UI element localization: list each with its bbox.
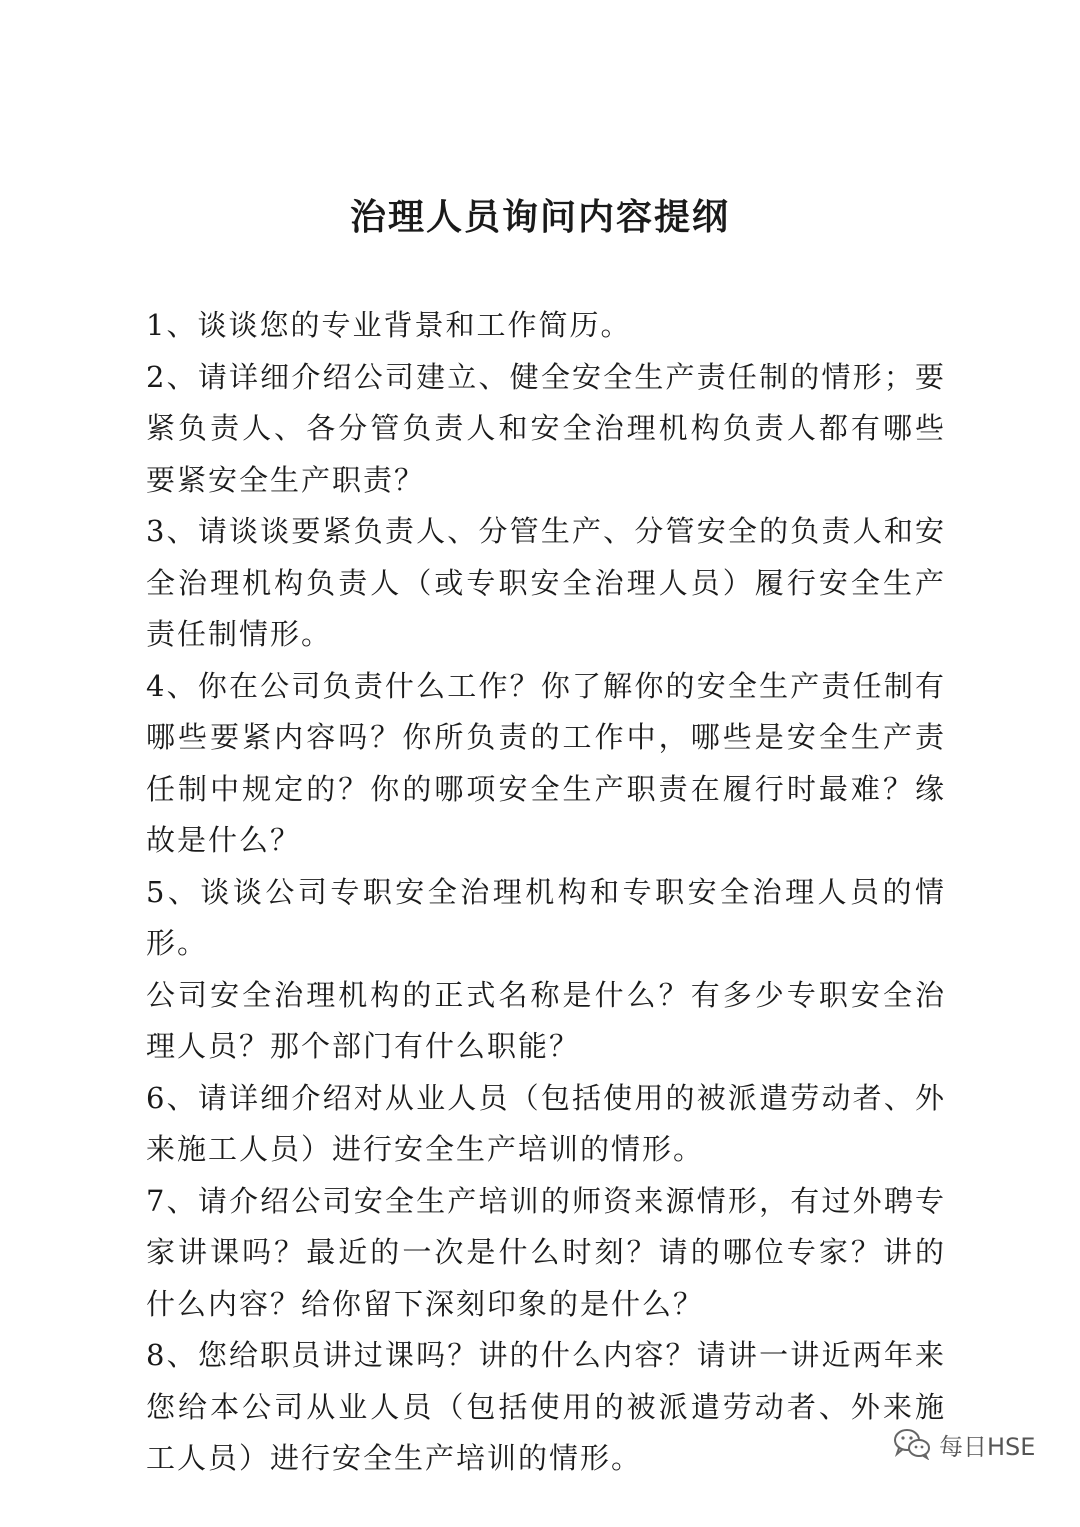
paragraph-4: 4、你在公司负责什么工作？你了解你的安全生产责任制有哪些要紧内容吗？你所负责的工作中，哪些是安全生产责任制中规定的？你的哪项安全生产职责在履行时最难？缘故是什么？	[146, 668, 946, 857]
document-body	[146, 300, 946, 1485]
paragraph-8: 8、您给职员讲过课吗？讲的什么内容？请讲一讲近两年来您给本公司从业人员（包括使用的被派遣劳动者、外来施工人员）进行安全生产培训的情形。	[146, 1338, 946, 1475]
paragraph-6: 6、请详细介绍对从业人员（包括使用的被派遣劳动者、外来施工人员）进行安全生产培训的情形。	[146, 1080, 946, 1166]
paragraph-3: 3、请谈谈要紧负责人、分管生产、分管安全的负责人和安全治理机构负责人（或专职安全治理人员）履行安全生产责任制情形。	[146, 514, 946, 651]
paragraph-2: 2、请详细介绍公司建立、健全安全生产责任制的情形；要紧负责人、各分管负责人和安全治理机构负责人都有哪些要紧安全生产职责？	[146, 359, 946, 497]
paragraph-7: 7、请介绍公司安全生产培训的师资来源情形，有过外聘专家讲课吗？最近的一次是什么时刻？请的哪位专家？讲的什么内容？给你留下深刻印象的是什么？	[146, 1183, 946, 1321]
paragraph-5-continued: 公司安全治理机构的正式名称是什么？有多少专职安全治理人员？那个部门有什么职能？	[146, 977, 946, 1063]
paragraph-1: 1、谈谈您的专业背景和工作简历。	[146, 308, 632, 342]
watermark	[893, 1424, 1035, 1464]
paragraph-5: 5、谈谈公司专职安全治理机构和专职安全治理人员的情形。	[146, 874, 946, 960]
wechat-icon	[893, 1428, 931, 1460]
watermark-text: 每日HSE	[939, 1432, 1036, 1461]
document-title: 治理人员询问内容提纲	[349, 197, 730, 238]
